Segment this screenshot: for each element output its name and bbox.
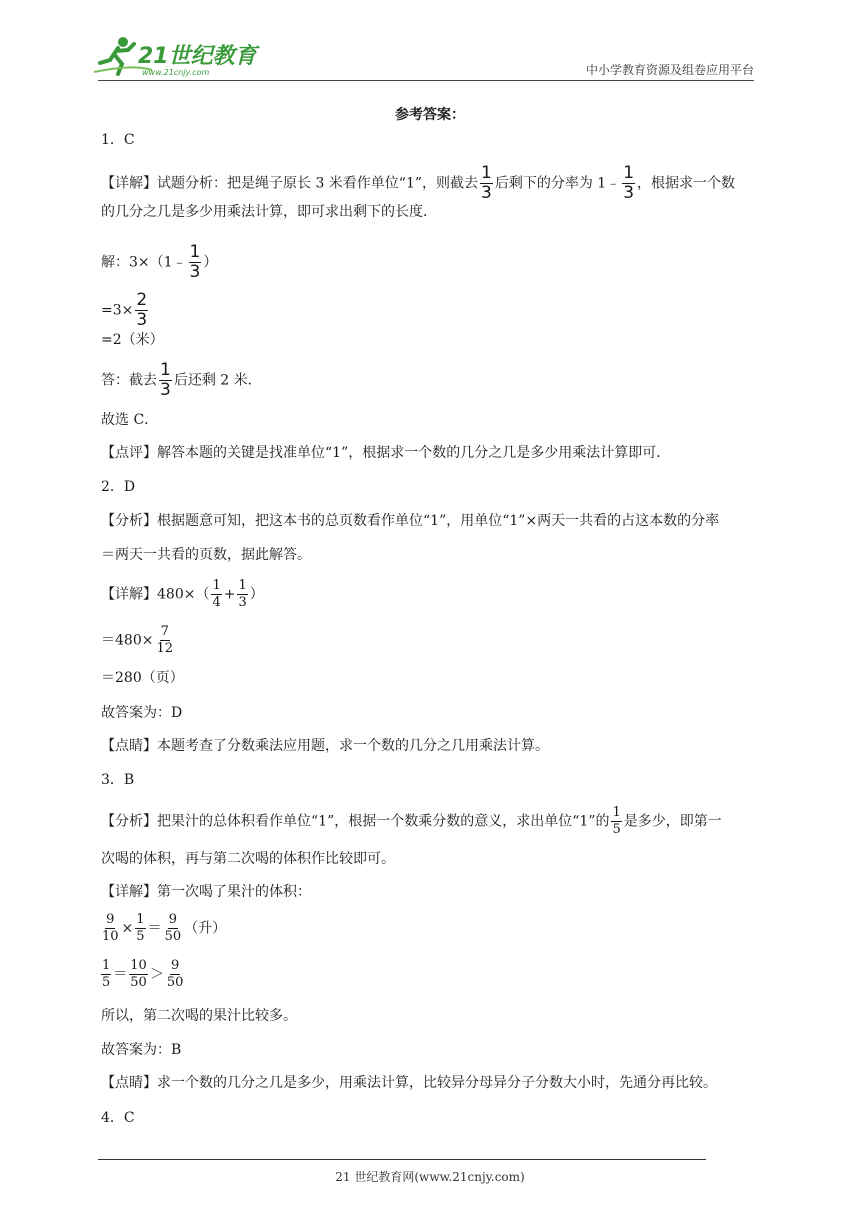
fraction: $\frac{7}{12}$ — [156, 624, 173, 656]
q3-detail: 【详解】第一次喝了果汁的体积： — [101, 884, 311, 900]
fraction: $\frac{1}{3}$ — [623, 163, 635, 203]
header-platform-text: 中小学教育资源及组卷应用平台 — [585, 63, 754, 77]
q2-step3: ＝280（页） — [101, 670, 184, 686]
q2-detail: 【详解】480×（ $\frac{1}{4}$ + $\frac{1}{3}$ ） — [101, 578, 264, 610]
q2-analysis-line1: 【分析】根据题意可知，把这本书的总页数看作单位“1”，用单位“1”×两天一共看的占这本数的分率 — [101, 513, 720, 529]
fraction: $\frac{1}{3}$ — [481, 163, 492, 203]
fraction: $\frac{1}{5}$ — [612, 805, 621, 837]
fraction: $\frac{10}{50}$ — [130, 958, 147, 990]
q3-answer: 3．B — [101, 772, 135, 788]
header-divider — [98, 80, 754, 81]
q2-analysis-line2: ＝两天一共看的页数，据此解答。 — [101, 547, 311, 563]
q3-comment: 【点睛】求一个数的几分之几是多少，用乘法计算，比较异分母异分子分数大小时，先通分再比较。 — [101, 1075, 717, 1091]
q1-conclusion: 答：截去 $\frac{1}{3}$ 后还剩 2 米． — [101, 360, 262, 400]
q3-comparison: $\frac{1}{5}$ ＝ $\frac{10}{50}$ ＞ $\frac{9}{50}$ — [102, 958, 184, 990]
fraction: $\frac{1}{3}$ — [189, 242, 201, 282]
fraction: $\frac{1}{5}$ — [102, 958, 111, 990]
fraction: $\frac{1}{3}$ — [238, 578, 247, 610]
fraction: $\frac{9}{10}$ — [102, 912, 119, 944]
fraction: $\frac{1}{5}$ — [136, 912, 145, 944]
q2-comment: 【点睛】本题考查了分数乘法应用题，求一个数的几分之几用乘法计算。 — [101, 738, 549, 754]
svg-text:www.21cnjy.com: www.21cnjy.com — [142, 68, 210, 77]
q1-answer: 1．C — [101, 132, 135, 148]
q3-equation: $\frac{9}{10}$ × $\frac{1}{5}$ ＝ $\frac{9}{50}$ （升） — [102, 912, 227, 944]
q3-analysis-line1: 【分析】把果汁的总体积看作单位“1”，根据一个数乘分数的意义，求出单位“1”的 $\frac{1}{5}$ 是多少，即第一 — [101, 805, 722, 837]
q1-detail-line2: 的几分之几是多少用乘法计算，即可求出剩下的长度． — [101, 204, 437, 220]
fraction: $\frac{1}{4}$ — [212, 578, 221, 610]
fraction: $\frac{9}{50}$ — [166, 958, 184, 990]
q1-step2: =3× $\frac{2}{3}$ — [101, 290, 148, 330]
q2-final: 故答案为：D — [101, 705, 183, 721]
q3-conclusion: 所以，第二次喝的果汁比较多。 — [101, 1008, 297, 1024]
q2-step2: ＝480× $\frac{7}{12}$ — [101, 624, 173, 656]
fraction: $\frac{2}{3}$ — [136, 290, 148, 330]
q1-detail-line1: 【详解】试题分析：把是绳子原长 3 米看作单位“1”，则截去 $\frac{1}{3}$ 后剩下的分率为 1﹣ $\frac{1}{3}$ ，根据求一个数 — [101, 163, 736, 203]
q3-final: 故答案为：B — [101, 1042, 182, 1058]
svg-text:21世纪教育: 21世纪教育 — [138, 44, 257, 69]
q2-answer: 2．D — [101, 479, 136, 495]
fraction: $\frac{9}{50}$ — [164, 912, 182, 944]
q4-answer: 4．C — [101, 1110, 135, 1126]
q1-choice: 故选 C． — [101, 412, 159, 428]
page-title: 参考答案： — [395, 107, 465, 123]
q1-step1: 解：3×（1﹣ $\frac{1}{3}$ ） — [101, 242, 218, 282]
fraction: $\frac{1}{3}$ — [160, 360, 171, 400]
footer-divider — [98, 1159, 706, 1160]
footer-text: 21 世纪教育网(www.21cnjy.com) — [335, 1170, 525, 1184]
q1-step3: =2（米） — [101, 332, 164, 348]
q3-analysis-line2: 次喝的体积，再与第二次喝的体积作比较即可。 — [101, 851, 395, 867]
q1-comment: 【点评】解答本题的关键是找准单位“1”，根据求一个数的几分之几是多少用乘法计算即可． — [101, 445, 671, 461]
site-logo — [92, 30, 262, 80]
